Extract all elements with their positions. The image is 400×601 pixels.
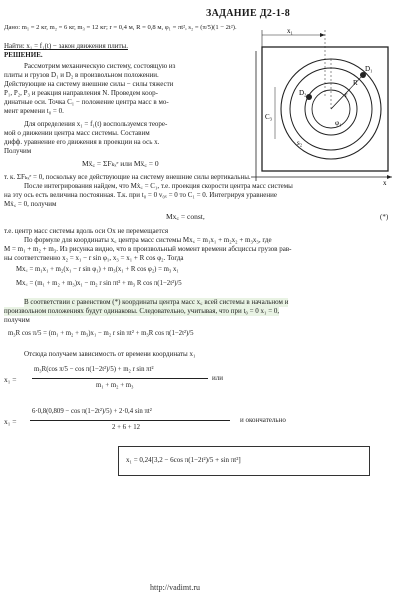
text-line: т.е. центр масс системы вдоль оси Ox не перемещается xyxy=(4,227,169,235)
text-line: на эту ось есть величина постоянная. Т.к. при t₀ = 0 v₀ₓ = 0 то C₁ = 0. Интегрируя уравнение xyxy=(4,191,277,199)
text-line-highlighted: В соответствии с равенством (*) координаты центра масс x꜀ всей системы в начальном и xyxy=(24,298,289,306)
text-line: мент времени t₀ = 0. xyxy=(4,107,64,115)
equation: Mx꜀ = (m₁ + m₂ + m₃)x₁ − m₂ r sin πt² + m₃ R cos π(1−2t²)/5 xyxy=(16,280,182,287)
text-line: динатные оси. Точка C₁ − положение центра масс в мо- xyxy=(4,98,169,106)
text-line: мой о движении центра масс системы. Составим xyxy=(4,129,150,137)
text-line-highlighted: произвольном положениях будут одинаковы. Следовательно, учитывая, что при t₀ = 0 x₁ = 0, xyxy=(4,307,280,315)
find-line: Найти: x₁ = f₁(t) − закон движения плиты. xyxy=(4,42,128,50)
x1-label: x₁ xyxy=(287,27,293,35)
text-line: или xyxy=(212,374,223,382)
text-line: дифф. уравнение его движения в проекции на ось x. xyxy=(4,138,160,146)
text-line: Получим xyxy=(4,147,32,155)
solution-heading: РЕШЕНИЕ. xyxy=(4,51,43,59)
text-line: Рассмотрим механическую систему, состоящую из xyxy=(24,62,176,70)
text-line: Mẋ꜀ = 0, получим xyxy=(4,200,57,208)
fraction-numerator: m₃R(cos π/5 − cos π(1−2t²)/5) + m₂ r sin πt² xyxy=(34,366,154,373)
equation-number: (*) xyxy=(380,213,389,221)
phi-label: φ₁ xyxy=(335,119,342,127)
footer-url[interactable]: http://vadimt.ru xyxy=(150,583,200,592)
text-line: P₁, P₂, P₃ и реакция направления N. Проведем коор- xyxy=(4,89,158,97)
mechanism-figure xyxy=(245,27,395,187)
x1-symbol: x₁ = xyxy=(4,375,17,384)
text-line: т. к. ΣFₖₓᵉ = 0, поскольку все действующие на систему внешние силы вертикальны. xyxy=(4,173,251,181)
text-line: M = m₁ + m₂ + m₃. Из рисунка видно, что в произвольный момент времени абсциссы грузов рав- xyxy=(4,245,292,253)
fraction-denominator: m₁ + m₂ + m₃ xyxy=(96,382,134,389)
task-title: ЗАДАНИЕ Д2-1-8 xyxy=(206,8,291,19)
fraction-bar xyxy=(32,378,208,379)
text-line: плиты и грузов D₁ и D₂ в произвольном положении. xyxy=(4,71,159,79)
equation: Mx꜀ = const, xyxy=(166,212,205,221)
fraction-bar xyxy=(30,420,230,421)
text-line: По формуле для координаты x꜀ центра масс системы Mx꜀ = m₁x₁ + m₂x₂ + m₃x₃, где xyxy=(24,236,272,244)
text-line: Отсюда получаем зависимость от времени координаты x₁ xyxy=(24,350,196,358)
text-line: получим xyxy=(4,316,30,324)
d1-label: D₁ xyxy=(365,65,373,73)
text-line: ны соответственно x₂ = x₁ − r sin φ₁, x₃ = x₁ + R cos φ₂. Тогда xyxy=(4,254,184,262)
x-axis-label: x xyxy=(383,179,387,187)
r-label: r xyxy=(345,91,348,99)
load-d2 xyxy=(306,94,312,100)
given-line: Дано: m₁ = 2 кг, m₂ = 6 кг, m₃ = 12 кг; r = 0,4 м, R = 0,8 м, φ₁ = πt², s₂ = (π/5)(1 − 2t²). xyxy=(4,24,237,31)
text-line: После интегрирования найдем, что Mẋ꜀ = C₁, т.е. проекция скорости центра масс системы xyxy=(24,182,293,190)
text-line: Для определения x₁ = f₁(t) воспользуемся теоре- xyxy=(24,120,168,128)
fraction-numerator: 6·0,8(0,809 − cos π(1−2t²)/5) + 2·0,4 sin πt² xyxy=(32,408,152,415)
equation: Mx꜀ = m₁x₁ + m₂(x₁ − r sin φ₁) + m₃(x₁ + R cos φ₂) = m₃ x₁ xyxy=(16,266,179,273)
equation: m₃R cos π/5 = (m₁ + m₂ + m₃)x₁ − m₂ r sin πt² + m₃R cos π(1−2t²)/5 xyxy=(8,330,194,337)
text-line: и окончательно xyxy=(240,416,286,424)
x1-symbol: x₁ = xyxy=(4,417,17,426)
s2-label: s₂ xyxy=(297,139,303,147)
final-answer: x₁ = 0,24[3,2 − 6cos π(1−2t²)/5 + sin πt²] xyxy=(126,456,241,464)
text-line: Действующие на систему внешние силы − силы тяжести xyxy=(4,80,174,88)
fraction-denominator: 2 + 6 + 12 xyxy=(112,424,141,431)
R-label: R xyxy=(353,79,358,87)
c3-label: C₃ xyxy=(265,113,273,121)
equation: Mẍ꜀ = ΣFₖₓᵉ или Mẍ꜀ = 0 xyxy=(82,159,159,168)
d2-label: D₂ xyxy=(299,89,307,97)
